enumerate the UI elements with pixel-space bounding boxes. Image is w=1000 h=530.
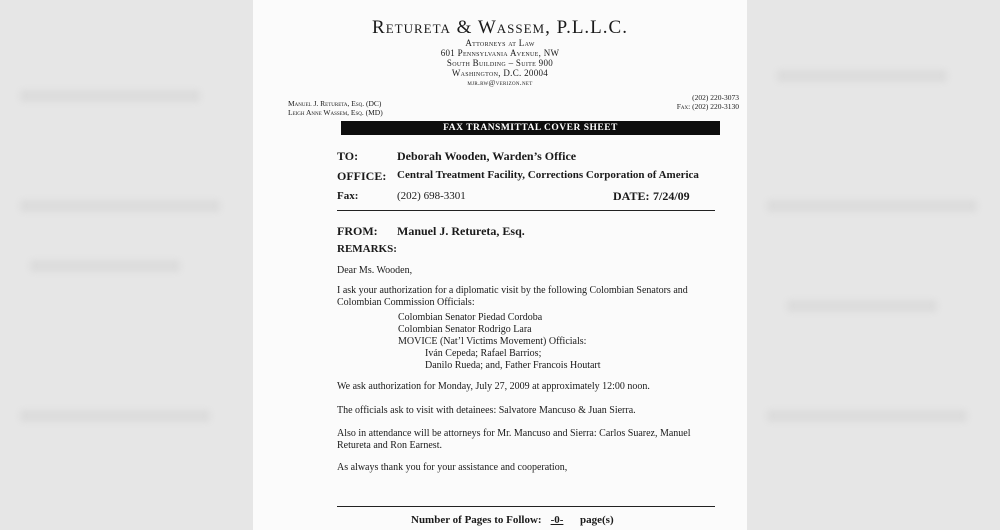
to-value: Deborah Wooden, Warden’s Office bbox=[397, 149, 577, 163]
office-value: Central Treatment Facility, Corrections Corporation of America bbox=[397, 169, 699, 181]
list-item: Colombian Senator Piedad Cordoba bbox=[398, 312, 543, 323]
salutation: Dear Ms. Wooden, bbox=[337, 265, 413, 276]
remarks-label: REMARKS: bbox=[337, 243, 397, 255]
paragraph-2: We ask authorization for Monday, July 27, 2009 at approximately 12:00 noon. bbox=[337, 381, 650, 392]
paragraph-4-line-2: Retureta and Ron Earnest. bbox=[337, 440, 442, 451]
attorney-1: Manuel J. Retureta, Esq. (DC) bbox=[288, 99, 382, 108]
list-item: Danilo Rueda; and, Father Francois Houtart bbox=[425, 360, 601, 371]
date-value: 7/24/09 bbox=[653, 189, 690, 203]
from-label: FROM: bbox=[337, 224, 378, 238]
paragraph-1-line-2: Colombian Commission Officials: bbox=[337, 297, 475, 308]
firm-subtitle: Attorneys at Law bbox=[465, 38, 535, 48]
fax-label: Fax: bbox=[337, 190, 359, 202]
pages-suffix: page(s) bbox=[580, 514, 614, 526]
paragraph-3: The officials ask to visit with detainees: Salvatore Mancuso & Juan Sierra. bbox=[337, 405, 636, 416]
firm-address-street: 601 Pennsylvania Avenue, NW bbox=[440, 48, 560, 58]
firm-address-city: Washington, D.C. 20004 bbox=[451, 68, 549, 78]
pages-value: -0- bbox=[550, 514, 564, 526]
paragraph-1-line-1: I ask your authorization for a diplomatic visit by the following Colombian Senators and bbox=[337, 285, 688, 296]
list-item: MOVICE (Nat’l Victims Movement) Officials: bbox=[398, 336, 587, 347]
list-item: Colombian Senator Rodrigo Lara bbox=[398, 324, 532, 335]
divider-line bbox=[337, 210, 715, 211]
to-label: TO: bbox=[337, 149, 359, 163]
blurred-background-right bbox=[747, 0, 1000, 530]
firm-fax: Fax: (202) 220-3130 bbox=[676, 102, 739, 111]
paragraph-5: As always thank you for your assistance and cooperation, bbox=[337, 462, 568, 473]
footer-divider bbox=[337, 506, 715, 507]
pages-label: Number of Pages to Follow: bbox=[411, 514, 542, 526]
fax-cover-sheet bbox=[253, 0, 747, 530]
firm-phone: (202) 220-3073 bbox=[692, 93, 739, 102]
fax-cover-header-bar: FAX TRANSMITTAL COVER SHEET bbox=[341, 121, 720, 135]
firm-name: Retureta & Wassem, P.L.L.C. bbox=[372, 17, 628, 38]
firm-email: mjr.rw@verizon.net bbox=[467, 78, 533, 87]
paragraph-4-line-1: Also in attendance will be attorneys for Mr. Mancuso and Sierra: Carlos Suarez, Manuel bbox=[337, 428, 691, 439]
office-label: OFFICE: bbox=[337, 169, 387, 183]
from-value: Manuel J. Retureta, Esq. bbox=[397, 224, 525, 238]
attorney-2: Leigh Anne Wassem, Esq. (MD) bbox=[288, 108, 383, 117]
date-label: DATE: bbox=[613, 189, 650, 203]
firm-address-suite: South Building – Suite 900 bbox=[446, 58, 554, 68]
list-item: Iván Cepeda; Rafael Barrios; bbox=[425, 348, 542, 359]
fax-value: (202) 698-3301 bbox=[397, 190, 466, 202]
blurred-background-left bbox=[0, 0, 253, 530]
